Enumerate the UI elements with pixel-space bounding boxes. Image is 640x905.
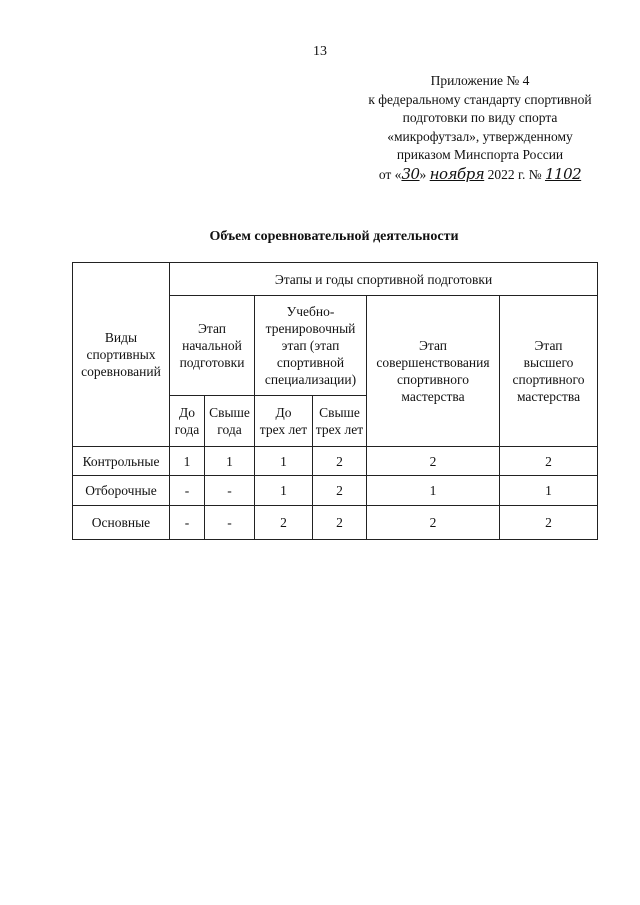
appendix-line-2: к федеральному стандарту спортивной — [368, 91, 592, 107]
row-kind: Контрольные — [73, 447, 170, 476]
stage-improvement-header: Этап совершенствования спортивного мастерства — [367, 296, 500, 447]
appendix-block — [330, 72, 630, 184]
handwritten-order-number: 1102 — [544, 164, 582, 183]
page-number: 13 — [313, 44, 327, 59]
table-cell: 2 — [255, 506, 313, 540]
table-cell: 1 — [255, 447, 313, 476]
table-cell: 1 — [205, 447, 255, 476]
table-cell: 2 — [313, 476, 367, 506]
table-row — [73, 476, 598, 506]
row-header-cell: Виды спортивных соревнований — [73, 263, 170, 447]
stage-initial-header: Этап начальной подготовки — [170, 296, 255, 396]
table-cell: 2 — [313, 447, 367, 476]
table-row — [73, 447, 598, 476]
table-cell: - — [205, 476, 255, 506]
sub-header-up-to-year: До года — [170, 396, 205, 447]
table-cell: 1 — [500, 476, 598, 506]
stage-higher-header: Этап высшего спортивного мастерства — [500, 296, 598, 447]
sub-header-up-to-three-years: До трех лет — [255, 396, 313, 447]
document-title: Объем соревновательной деятельности — [209, 229, 459, 244]
table-cell: 2 — [313, 506, 367, 540]
appendix-line-5: приказом Минспорта России — [396, 147, 564, 162]
table-cell: 2 — [367, 447, 500, 476]
appendix-line-3: подготовки по виду спорта — [402, 110, 558, 125]
date-mid: » — [419, 166, 427, 182]
group-header-cell: Этапы и годы спортивной подготовки — [170, 263, 598, 296]
table-cell: 2 — [500, 506, 598, 540]
row-kind: Отборочные — [73, 476, 170, 506]
handwritten-month: ноября — [429, 164, 485, 183]
appendix-line-4: «микрофутзал», утвержденному — [387, 128, 573, 144]
table-cell: - — [205, 506, 255, 540]
table-cell: 1 — [367, 476, 500, 506]
appendix-date-line — [330, 165, 630, 185]
table-cell: - — [170, 476, 205, 506]
handwritten-day: 30 — [401, 164, 420, 183]
appendix-line-1: Приложение № 4 — [430, 73, 530, 88]
stage-training-header: Учебно- тренировочный этап (этап спортивной специализации) — [255, 296, 367, 396]
row-kind: Основные — [73, 506, 170, 540]
table-cell: 2 — [500, 447, 598, 476]
sub-header-over-year: Свыше года — [205, 396, 255, 447]
competition-table — [72, 262, 598, 540]
sub-header-over-three-years: Свыше трех лет — [313, 396, 367, 447]
table-row — [73, 506, 598, 540]
table-cell: - — [170, 506, 205, 540]
table-cell: 1 — [170, 447, 205, 476]
date-prefix: от « — [378, 166, 402, 182]
table-cell: 1 — [255, 476, 313, 506]
date-year: 2022 г. № — [487, 166, 542, 182]
table-cell: 2 — [367, 506, 500, 540]
